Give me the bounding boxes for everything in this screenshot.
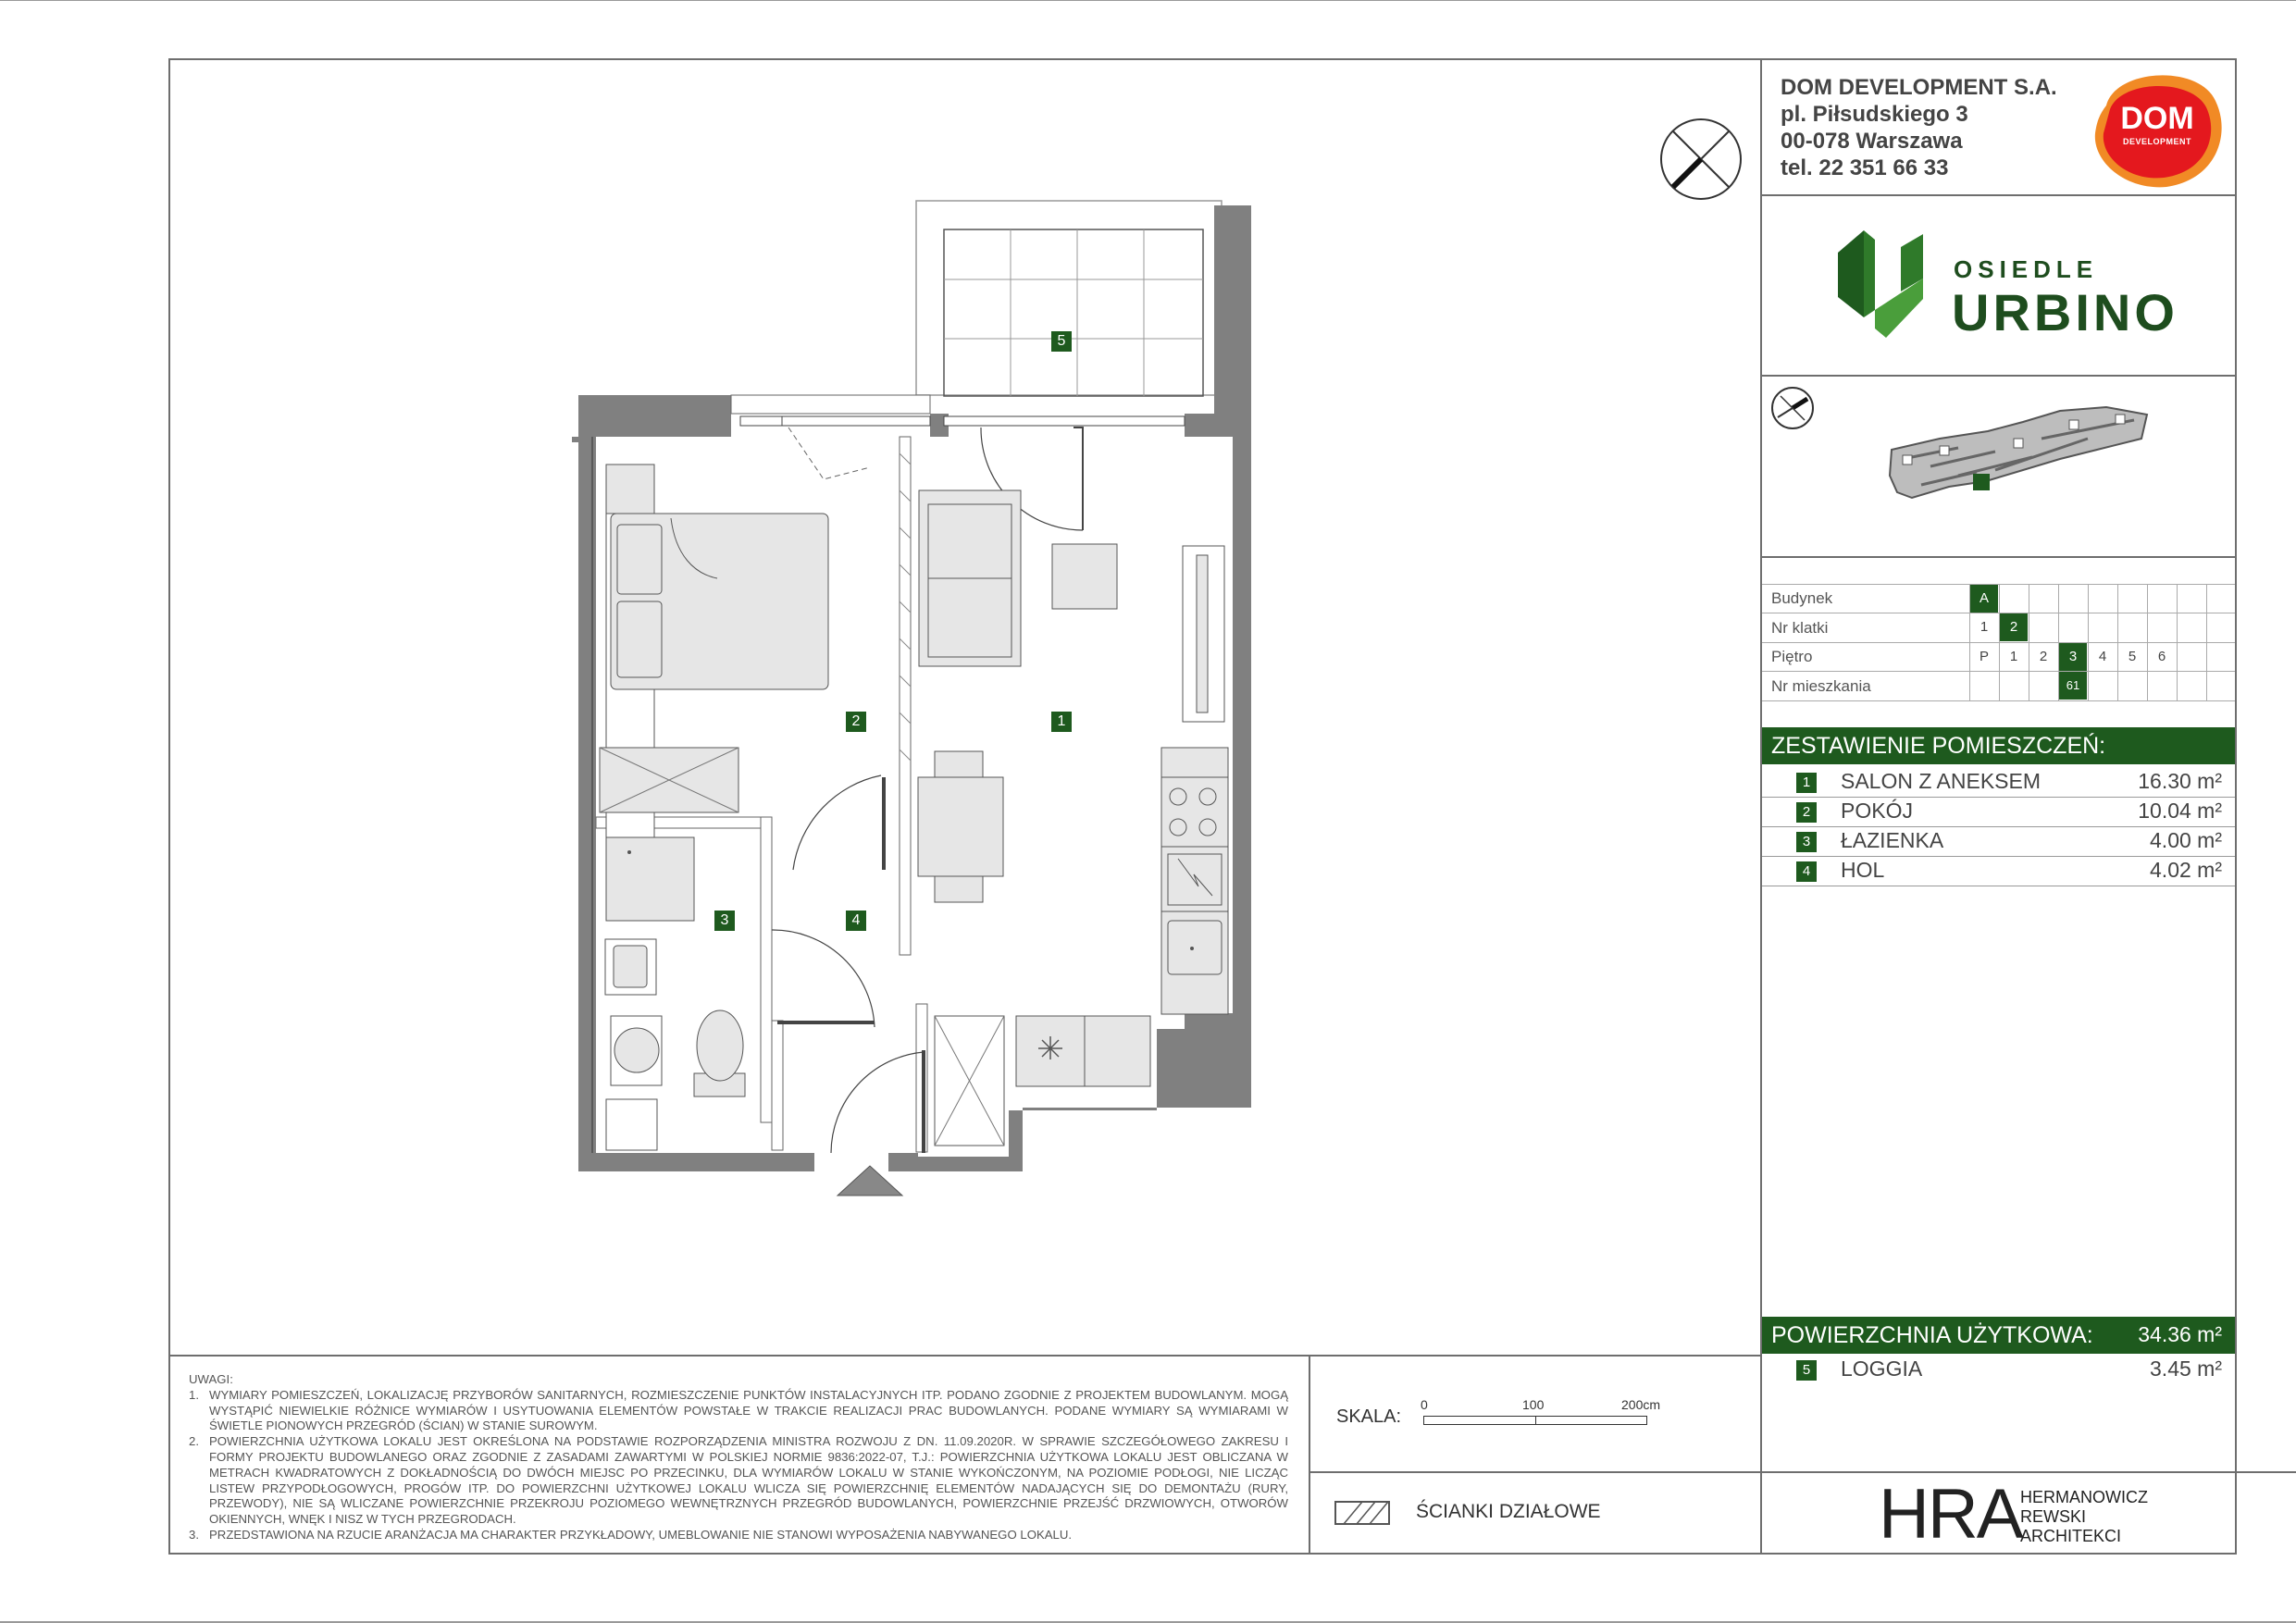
note-text: WYMIARY POMIESZCZEŃ, LOKALIZACJĘ PRZYBORÓW SANITARNYCH, ROZMIESZCZENIE PUNKTÓW INSTALACYJNYCH ITP. PODANO ZGODNIE Z PROJEKTEM BUDOWLANYM. MOGĄ WYSTĄPIĆ NIEWIELKIE RÓŻNICE WYMIARÓW I USYTUOWANIA ELEMENTÓW POWSTAŁE W TRAKCIE REALIZACJI PRAC BUDOWLANYCH. PODANE WYMIARY SĄ WYMIARAMI W ŚWIETLE PIONOWYCH PRZEGRÓD (ŚCIAN) W STANIE SUROWYM.	[209, 1387, 1288, 1433]
total-area-label: POWIERZCHNIA UŻYTKOWA:	[1771, 1322, 2093, 1348]
loc-vline-8	[2206, 584, 2207, 700]
room-name: SALON Z ANEKSEM	[1841, 769, 2042, 793]
scale-bar	[1423, 1416, 1647, 1425]
stairwell-label: Nr klatki	[1771, 619, 1829, 637]
north-arrow-icon	[1658, 117, 1744, 202]
dom-logo-subtext: DEVELOPMENT	[2122, 137, 2191, 146]
urbino-logo-line1: OSIEDLE	[1954, 255, 2099, 283]
note-item	[189, 1388, 1288, 1434]
floor-cell-5: 5	[2128, 649, 2137, 664]
urbino-logo-line2: URBINO	[1952, 283, 2178, 341]
stairwell-cell-2: 2	[2000, 613, 2028, 641]
urbino-logo	[1838, 225, 2178, 345]
loc-vline-1	[1999, 584, 2000, 700]
rooms-header-text: ZESTAWIENIE POMIESZCZEŃ:	[1771, 733, 2106, 759]
dom-logo-text: DOM	[2120, 101, 2194, 136]
company-name: DOM DEVELOPMENT S.A.	[1781, 75, 2057, 100]
note-number: 1.	[189, 1387, 199, 1402]
plan-label-room-4: 4	[846, 911, 866, 931]
floor-plan	[555, 185, 1277, 1212]
note-item	[189, 1434, 1288, 1528]
scale-tick-200: 200cm	[1621, 1397, 1661, 1412]
room-area: 16.30 m²	[2138, 769, 2222, 793]
notes-scale-divider	[1309, 1355, 1310, 1555]
floor-cell-3: 3	[2059, 643, 2087, 671]
stairwell-cell-1: 1	[1980, 619, 1989, 635]
room-name: HOL	[1841, 858, 1885, 882]
sidebar-sep-1	[1760, 194, 2237, 196]
rooms-header	[1762, 727, 2235, 764]
top-edge-line	[0, 0, 2296, 1]
legend-label: ŚCIANKI DZIAŁOWE	[1416, 1501, 1601, 1522]
partition-wall-legend-icon	[1334, 1501, 1390, 1525]
apartment-label: Nr mieszkania	[1771, 677, 1871, 695]
loc-vline-7	[2177, 584, 2178, 700]
architect-line-2: REWSKI	[2020, 1507, 2087, 1526]
building-cell-A: A	[1970, 585, 1998, 613]
room-row	[1762, 857, 2235, 886]
company-street: pl. Piłsudskiego 3	[1781, 102, 1968, 127]
room-row	[1762, 768, 2235, 797]
room-area: 4.02 m²	[2150, 858, 2222, 882]
notes-block	[189, 1372, 1288, 1543]
loc-line-4	[1762, 700, 2235, 701]
floor-cell-2: 2	[2039, 649, 2048, 664]
loc-vline-6	[2147, 584, 2148, 700]
floor-cell-6: 6	[2157, 649, 2166, 664]
scale-tick-100: 100	[1522, 1397, 1545, 1412]
company-address	[1781, 74, 2057, 181]
room-number: 1	[1796, 773, 1817, 793]
company-phone: tel. 22 351 66 33	[1781, 155, 1949, 180]
architect-logo: HRA	[1879, 1475, 2022, 1554]
architect-line-1: HERMANOWICZ	[2020, 1488, 2148, 1506]
floor-cell-4: 4	[2098, 649, 2107, 664]
note-item	[189, 1528, 1288, 1543]
loggia-area: 3.45 m²	[2150, 1357, 2222, 1381]
scale-tick-0: 0	[1421, 1397, 1428, 1412]
building-label: Budynek	[1771, 589, 1833, 607]
loc-vline-5	[2117, 584, 2118, 700]
plan-label-room-2: 2	[846, 712, 866, 732]
scale-label: SKALA:	[1336, 1406, 1402, 1427]
room-area: 10.04 m²	[2138, 799, 2222, 823]
room-number: 2	[1796, 802, 1817, 823]
loggia-name: LOGGIA	[1841, 1357, 1923, 1381]
floor-cell-1: 1	[2009, 649, 2018, 664]
room-name: ŁAZIENKA	[1841, 828, 1944, 852]
room-row	[1762, 798, 2235, 826]
loggia-number: 5	[1796, 1360, 1817, 1381]
plan-label-room-1: 1	[1051, 712, 1072, 732]
plan-label-room-3: 3	[714, 911, 735, 931]
note-text: PRZEDSTAWIONA NA RZUCIE ARANŻACJA MA CHARAKTER PRZYKŁADOWY, UMEBLOWANIE NIE STANOWI WYPOSAŻENIA NABYWANEGO LOKALU.	[209, 1527, 1073, 1542]
room-number: 3	[1796, 832, 1817, 852]
architect-line-3: ARCHITEKCI	[2020, 1527, 2122, 1545]
room-name: POKÓJ	[1841, 799, 1913, 823]
loggia-row	[1762, 1356, 2235, 1384]
keyplan-north-icon	[1769, 385, 1816, 431]
room-area: 4.00 m²	[2150, 828, 2222, 852]
note-text: POWIERZCHNIA UŻYTKOWA LOKALU JEST OKREŚLONA NA PODSTAWIE ROZPORZĄDZENIA MINISTRA ROZWOJU Z DN. 11.09.2020R. W SPRAWIE SZCZEGÓŁOWEGO ZAKRESU I FORMY PROJEKTU BUDOWLANEGO ORAZ ZGODNIE Z ZASADAMI ZAWARTYMI W POLSKIEJ NORMIE 9836:2022-07, T.J.: POWIERZCHNIA UŻYTKOWA LOKALU JEST OBLICZANA W METRACH KWADRATOWYCH Z DOKŁADNOŚCIĄ DO DWÓCH MIEJSC PO PRZECINKU, DLA WYMIARÓW LOKALU W STANIE WYKOŃCZONYM, NA POZIOMIE PODŁOGI, NIE LICZĄC LISTEW PRZYPODŁOGOWYCH, PROGÓW ITP. DO POWIERZCHNI UŻYTKOWEJ LOKALU WLICZA SIĘ POWIERZCHNIĘ ELEMENTÓW NADAJĄCYCH SIĘ DO DEMONTAŻU (RURY, PRZEWODY), NIE SĄ WLICZANE POWIERZCHNIE PRZEKROJU POZIOMEGO WEWNĘTRZNYCH PRZEGRÓD BUDOWLANYCH, POWIERZCHNIE PRZEJŚĆ DRZWIOWYCH, OTWORÓW OKIENNYCH, WNĘK I NISZ W TYCH PRZEGRODACH.	[209, 1434, 1288, 1527]
room-number: 4	[1796, 861, 1817, 882]
scale-legend-divider	[1309, 1471, 2296, 1473]
floor-cell-P: P	[1979, 649, 1989, 664]
note-number: 2.	[189, 1434, 199, 1449]
floor-label: Piętro	[1771, 648, 1813, 665]
note-number: 3.	[189, 1527, 199, 1542]
room-row	[1762, 827, 2235, 856]
architect-name	[2020, 1488, 2148, 1546]
notes-divider	[168, 1355, 1762, 1357]
loc-vline-4	[2088, 584, 2089, 700]
total-area-value: 34.36 m²	[2138, 1322, 2222, 1346]
sidebar-sep-2	[1760, 375, 2237, 377]
keyplan-building-outline	[1884, 402, 2153, 531]
apartment-number-cell: 61	[2059, 672, 2087, 700]
dom-development-logo	[2088, 68, 2227, 191]
sidebar-sep-3	[1760, 556, 2237, 558]
plan-label-room-5: 5	[1051, 331, 1072, 352]
notes-title: UWAGI:	[189, 1372, 233, 1386]
company-city: 00-078 Warszawa	[1781, 129, 1963, 154]
total-area-bar	[1762, 1317, 2235, 1354]
